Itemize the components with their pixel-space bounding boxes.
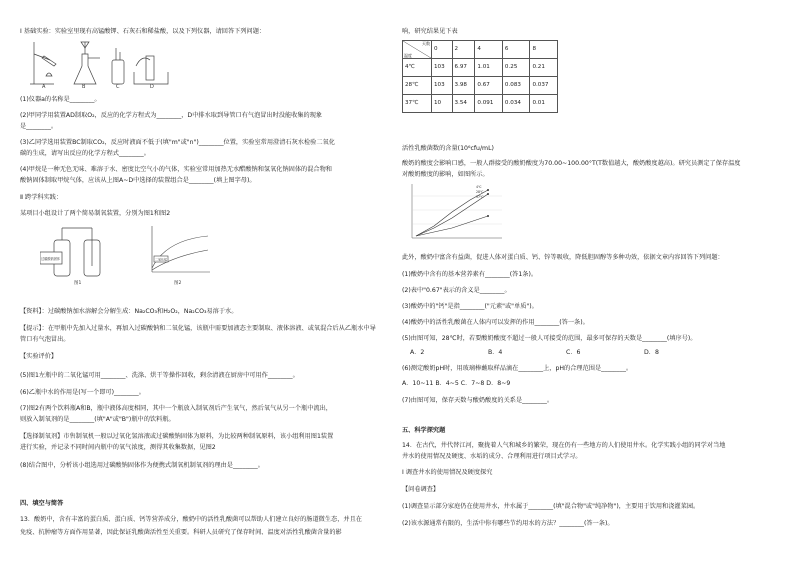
q14-text-b: 井水的使用情况及硬度、水垢的成分、合理利用进行项目式学习。 <box>402 453 582 460</box>
sq1-text: (1)调查显示部分家庭仍在使用井水，井水属于________(填"混合物"或"纯净物")，主要用于饮用和浇灌菜园。 <box>402 503 700 510</box>
table-header-cell: 8 <box>530 41 558 59</box>
q2-left: (2)甲同学用装置AD制取O₂，反应的化学方程式为________，D中排水取到导管口有气泡冒出时没能收集的现象 <box>20 112 323 119</box>
table-cell: 0.091 <box>475 95 503 113</box>
q5-option-a: A．2 <box>410 349 425 356</box>
table-cell: 0.034 <box>502 95 530 113</box>
q7-right: (7)由图可知，保存天数与酸奶酸度的关系是________。 <box>402 397 554 404</box>
table-cell: 0.67 <box>475 77 503 95</box>
figure-1 <box>40 222 120 286</box>
q6-left: (6)乙瓶中水的作用是(写一个即可)________。 <box>20 389 145 396</box>
hint-text-b: 管口有气泡冒出。 <box>20 336 70 343</box>
table-header-cell: 6 <box>502 41 530 59</box>
apparatus-label-b: B <box>82 84 86 88</box>
para1b: 对酸奶酸度的影响，如图所示。 <box>402 171 489 178</box>
series-line-4c <box>416 216 488 236</box>
q5-option-c: C．6 <box>566 349 581 356</box>
acidity-chart <box>402 182 512 246</box>
material-text-b: 进行实验，并记录不同时间内瓶中的氧气浓度，测得其收集数据，见图2 <box>20 444 216 451</box>
q6-options: A．10~11 B．4~5 C．7~8 D．8~9 <box>402 380 511 387</box>
table-cell: 0.01 <box>530 95 558 113</box>
para2: 此外，酸奶中富含有益菌，促进人体对蛋白质、钙、锌等吸收，降低胆固醇等多种功效，依据文章内容回答下列问题： <box>402 254 724 261</box>
table-cell: 1.01 <box>475 59 503 77</box>
section5-title: 五、科学探究题 <box>402 427 446 434</box>
table-cell: 0.083 <box>502 77 530 95</box>
q7b-left: 则放入制氧剂的是________(填"A"或"B")瓶中的饮料瓶。 <box>20 416 175 423</box>
table-cell: 103 <box>432 77 453 95</box>
legend-item-4c: 4℃ <box>476 185 482 189</box>
q14-text: 14．在古代，井代替江河，聚拢着人气和城乡的繁荣，现在仍有一些地方的人们使用井水。化学实践小组的同学对当地 <box>402 442 726 449</box>
table-row-temp: 28℃ <box>403 77 432 95</box>
eval-title: 【实验评价】 <box>20 353 58 360</box>
table-corner-cell <box>403 41 432 59</box>
task1-title: Ⅰ 调查井水的使用情况及硬度探究 <box>402 469 493 476</box>
table-cell: 3.98 <box>452 77 475 95</box>
table-cell: 0.037 <box>530 77 558 95</box>
table-cell: 3.54 <box>452 95 475 113</box>
table-row-temp: 4℃ <box>403 59 432 77</box>
table-caption: 活性乳酸菌数的含量(10⁶cfu/mL) <box>402 145 494 152</box>
para1: 酸奶的酸度会影响口感，一般人群接受的酸奶酸度为70.00~100.00°T(T数值越大，酸奶酸度越高)。研究员测定了保存温度 <box>402 160 741 167</box>
table-cell: 0.25 <box>502 59 530 77</box>
q4-left: (4)甲烷是一种无色无味、难溶于水、密度比空气小的气体，实验室常用加热无水醋酸钠和氢氧化钠固体的混合物和 <box>20 166 332 173</box>
table-cell: 10 <box>432 95 453 113</box>
table-cell: 6.97 <box>452 59 475 77</box>
table-header-cell: 0 <box>432 41 453 59</box>
q2-right: (2)表中"0.67"表示的含义是________。 <box>402 287 511 294</box>
fig1-box-label: 过碳酸钠固体 <box>41 257 61 261</box>
fig2-caption: 图2 <box>174 281 182 286</box>
q13-text-b: 免疫、抗肿瘤等方面作用显著，因此保证乳酸菌活性至关重要。科研人员研究了保存时间、温度对活性乳酸菌含量的影 <box>20 529 342 536</box>
table-header-cell: 4 <box>475 41 503 59</box>
q3-left: (3)乙同学选用装置BC制取CO₂，反应时液面不低于(填"m"或"n")________位置，实验室常用澄清石灰水检验二氧化 <box>20 139 335 146</box>
q5-left: (5)图1左瓶中的二氧化锰可用________、洗涤、烘干等操作回收，剩余清液在厨房中可用作________。 <box>20 372 299 379</box>
legend-item-37c: 37℃ <box>476 195 484 199</box>
apparatus-label-c: C <box>116 84 120 88</box>
table-header-row <box>403 41 558 59</box>
series-point <box>487 193 489 195</box>
apparatus-label-a: A <box>42 84 46 88</box>
section4-title: 四、填空与简答 <box>20 500 64 507</box>
sq2-text: (2)该水源通常有限的，生活中你有哪些节约用水的方法？________(答一条)。 <box>402 520 614 527</box>
q1-right: (1)酸奶中含有的基本营养素有________(答1条)。 <box>402 271 538 278</box>
q5-option-b: B．4 <box>488 349 503 356</box>
section2-intro: 某项目小组设计了两个简易制氧装置，分别为图1和图2 <box>20 210 171 217</box>
table-corner-top: 天数 <box>422 41 430 46</box>
info-text: 【资料】：过碳酸钠加水溶解会分解生成：Na₂CO₃和H₂O₂，Na₂CO₃易溶于水。 <box>20 308 238 315</box>
q6-right: (6)测定酸奶pH时，用玻璃棒蘸取样品滴在________上，pH的合理范围是________。 <box>402 365 633 372</box>
table-row <box>403 95 558 113</box>
survey-title: 【问卷调查】 <box>402 486 440 493</box>
series-point <box>487 215 489 217</box>
section1-title: Ⅰ 基础实验：实验室里现有高锰酸钾、石灰石和稀盐酸，以及下列仪器，请回答下列问题： <box>20 28 266 35</box>
apparatus-label-d: D <box>150 84 154 88</box>
figure-2 <box>144 222 214 286</box>
q4-right: (4)酸奶中的活性乳酸菌在人体内可以发挥的作用________(答一条)。 <box>402 319 589 326</box>
table-row-temp: 37℃ <box>403 95 432 113</box>
section2-title: Ⅱ 跨学科实践： <box>20 194 63 201</box>
table-cell: 103 <box>432 59 453 77</box>
q4b-left: 酸钠固体制取甲烷气体，应该从上图A~D中选择的装置组合是________(填上图字母)。 <box>20 177 256 184</box>
table-row <box>403 59 558 77</box>
apparatus-figure <box>24 36 174 88</box>
q8-left: (8)结合图中，分析该小组选用过碳酸钠固体作为便携式制氧机制氧剂的理由是________。 <box>20 462 264 469</box>
q7-left: (7)图2有两个饮料瓶A和B，瓶中液体高度相同，其中一个瓶放入制氧剂后产生氧气，然后氧气从另一个瓶中流出， <box>20 405 332 412</box>
q5-right: (5)由图可知，28℃时，若要酸奶酸度不超过一般人可接受的范围，最多可保存的天数是________(填序号)。 <box>402 335 697 342</box>
table-corner-bottom: 温度 <box>404 53 412 58</box>
q3b-left: 碳的生成，请写出反应的化学方程式________。 <box>20 150 150 157</box>
material-title: 【选择制氧剂】市售制氧机一般以过氧化氢溶液或过碳酸钠固体为原料，为比较两种制氧原料，该小组利用图1装置 <box>20 433 334 440</box>
q3-right: (3)酸奶中的"钙"是指________("元素"或"单质")。 <box>402 303 538 310</box>
q2b-left: 是________。 <box>20 123 58 130</box>
table-cell: 0.21 <box>530 59 558 77</box>
fig2-box-label: 二氧化锰 <box>155 257 168 262</box>
table-header-cell: 2 <box>452 41 475 59</box>
hint-text: 【提示】：在甲瓶中先加入过量水，再加入过碳酸钠和二氧化锰，该瓶中需要加液态主要制取、液体溶液、或氧混合后从乙瓶水中导 <box>20 325 376 332</box>
q1-left: (1)仪器a的名称是________。 <box>20 96 101 103</box>
right-intro: 响，研究结果见下表 <box>402 28 458 35</box>
fig1-caption: 图1 <box>74 281 82 286</box>
series-point <box>487 189 489 191</box>
legend-item-28c: 28℃ <box>476 190 484 194</box>
q13-text: 13．酸奶中，含有丰富的蛋白质、蛋白质、钙等营养成分，酸奶中的活性乳酸菌可以帮助人们建立良好的肠道微生态，并且在 <box>20 516 362 523</box>
results-table <box>402 40 558 113</box>
q5-option-d: D．8 <box>644 349 659 356</box>
table-row <box>403 77 558 95</box>
